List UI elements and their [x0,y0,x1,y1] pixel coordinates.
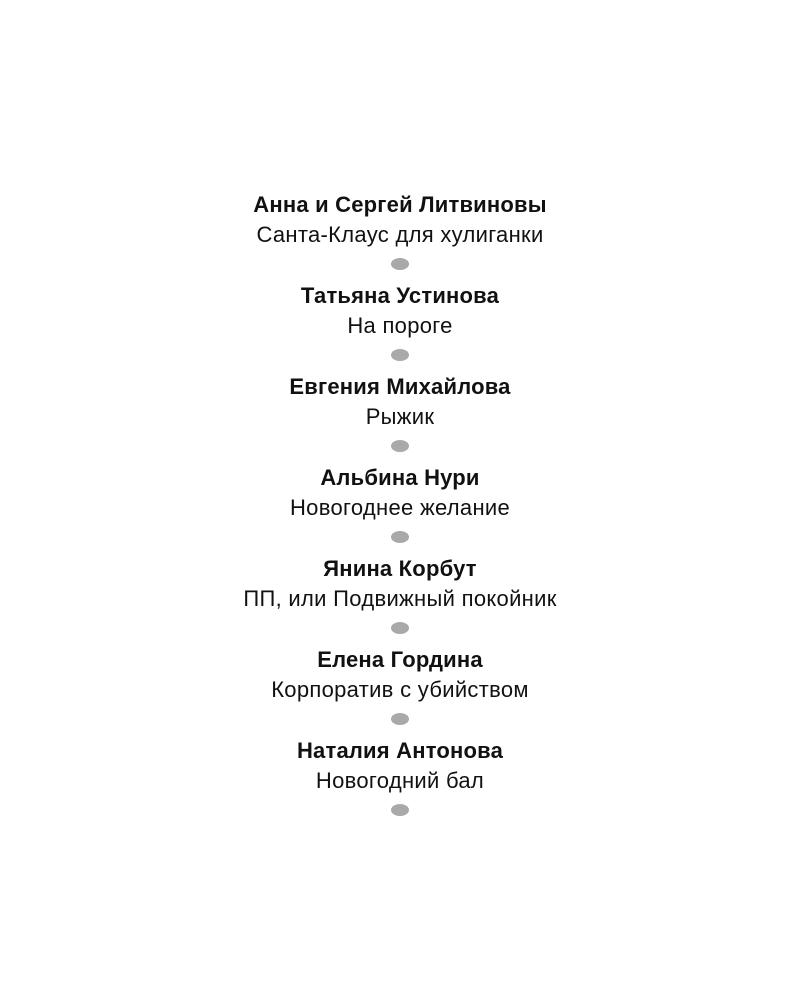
entry-author: Елена Гордина [317,647,483,672]
entry-author: Анна и Сергей Литвиновы [253,192,547,217]
contents-entry [0,190,800,270]
entry-title: Новогоднее желание [289,495,511,520]
entry-title: Рыжик [365,404,435,429]
entry-title: Новогодний бал [315,768,485,793]
separator-dot-icon [391,622,409,634]
separator-dot-icon [391,258,409,270]
contents-list [0,190,800,827]
contents-entry [0,372,800,452]
entry-author: Евгения Михайлова [289,374,511,399]
separator-dot-icon [391,531,409,543]
contents-entry [0,736,800,816]
separator-dot-icon [391,713,409,725]
separator-dot-icon [391,349,409,361]
entry-author: Альбина Нури [320,465,480,490]
contents-entry [0,554,800,634]
contents-entry [0,281,800,361]
entry-title: ПП, или Подвижный покойник [243,586,557,611]
entry-author: Янина Корбут [323,556,477,581]
separator-dot-icon [391,440,409,452]
contents-entry [0,645,800,725]
entry-title: На пороге [347,313,453,338]
entry-title: Санта-Клаус для хулиганки [256,222,544,247]
entry-author: Наталия Антонова [296,738,504,763]
separator-dot-icon [391,804,409,816]
entry-title: Корпоратив с убийством [271,677,529,702]
contents-entry [0,463,800,543]
entry-author: Татьяна Устинова [300,283,500,308]
